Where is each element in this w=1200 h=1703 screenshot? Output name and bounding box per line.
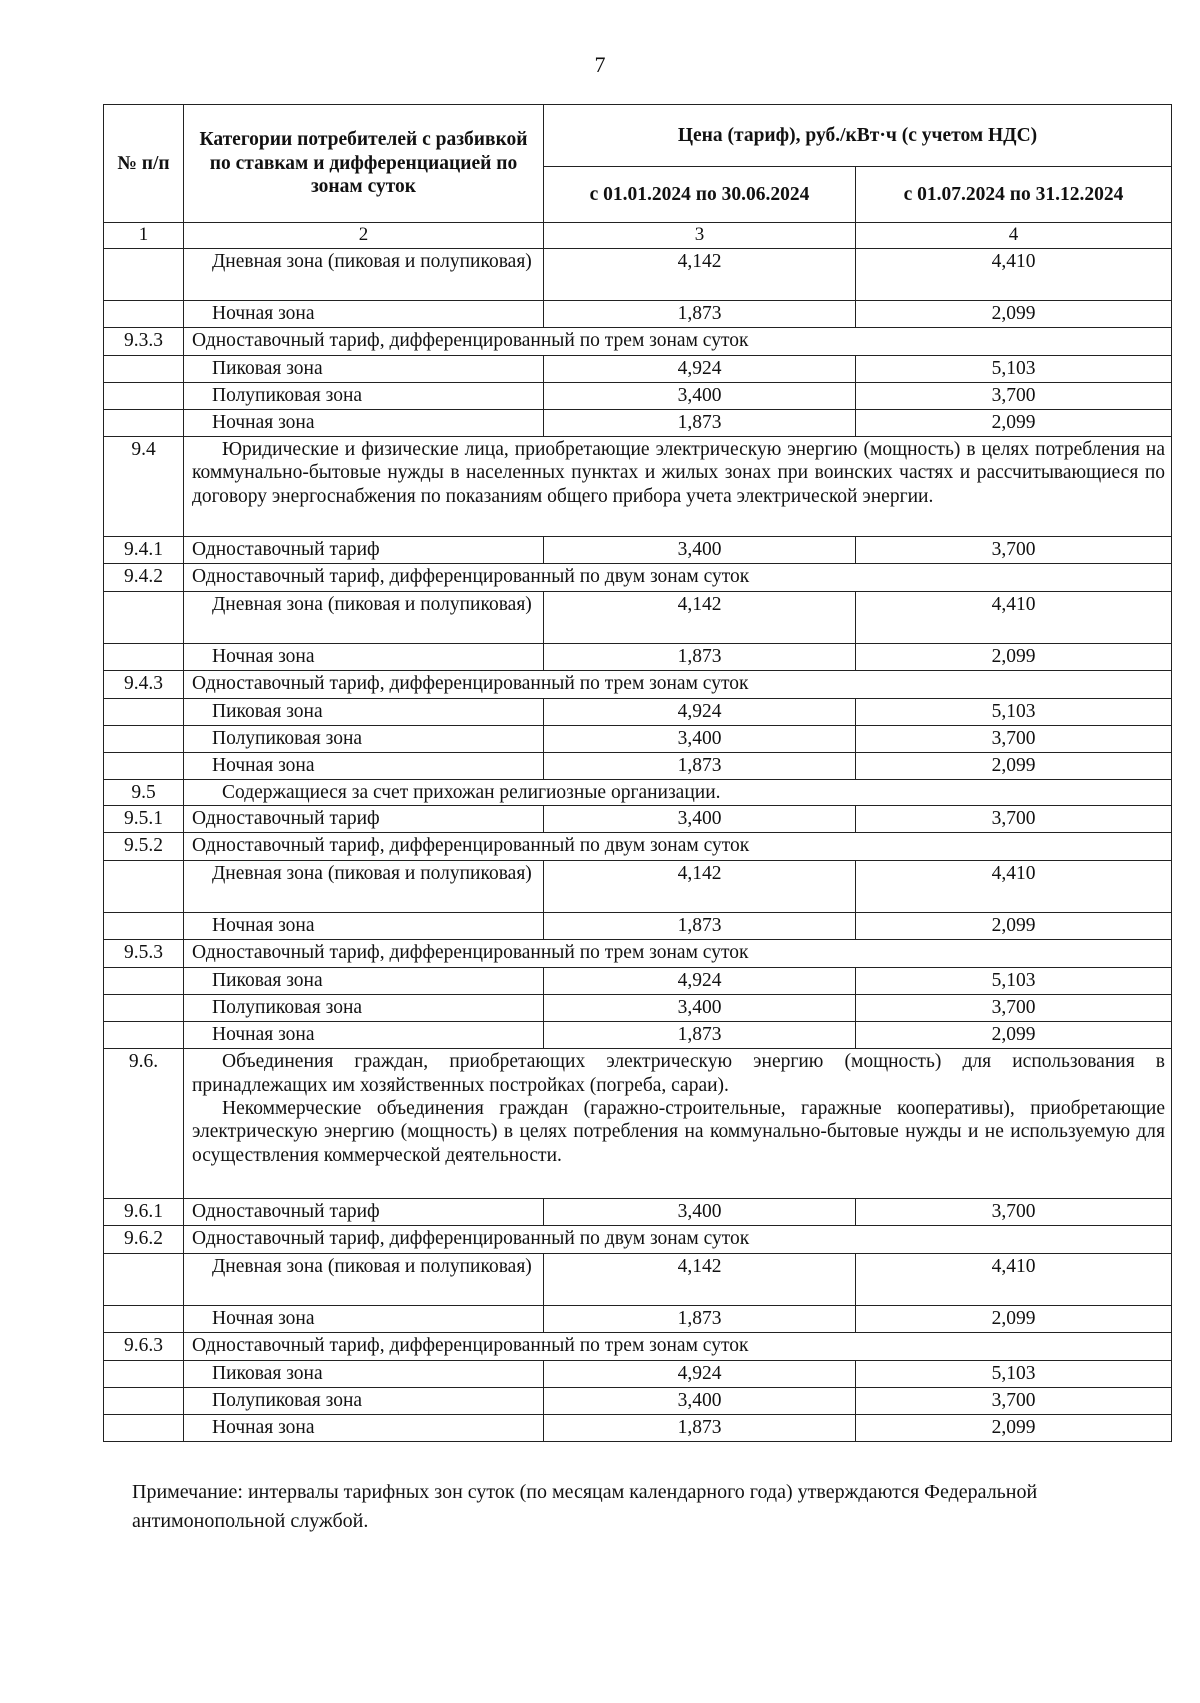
price-period-2: 2,099: [856, 300, 1172, 327]
zone-label: Полупиковая зона: [184, 382, 544, 409]
price-period-2: 5,103: [856, 698, 1172, 725]
item-number: [104, 643, 184, 670]
subcategory-title: Одноставочный тариф, дифференцированный по двум зонам суток: [184, 833, 1172, 861]
header-period-2: с 01.07.2024 по 31.12.2024: [856, 167, 1172, 223]
column-number: 3: [544, 223, 856, 249]
zone-label: Пиковая зона: [184, 968, 544, 995]
price-period-2: 3,700: [856, 1199, 1172, 1226]
table-row: [104, 591, 1172, 643]
price-period-2: 2,099: [856, 1306, 1172, 1333]
category-description: [184, 1049, 1172, 1199]
item-number: [104, 1306, 184, 1333]
zone-label: Ночная зона: [184, 752, 544, 779]
category-description-text: Юридические и физические лица, приобретающие электрическую энергию (мощность) в целях потребления на коммунально-бытовые нужды в населенных пунктах и жилых зонах при воинских частях и рассчитывающиеся по договору энергоснабжения по показаниям общего прибора учета электрической энергии.: [192, 438, 1166, 507]
subcategory-title: Одноставочный тариф, дифференцированный по трем зонам суток: [184, 1333, 1172, 1361]
price-period-2: 4,410: [856, 1254, 1172, 1306]
price-period-2: 3,700: [856, 1388, 1172, 1415]
price-period-2: 2,099: [856, 913, 1172, 940]
price-period-2: 2,099: [856, 1415, 1172, 1442]
price-period-2: 5,103: [856, 968, 1172, 995]
table-row: [104, 861, 1172, 913]
category-description-text: Некоммерческие объединения граждан (гаражно-строительные, гаражные кооперативы), приобретающие электрическую энергию (мощность) в целях потребления на коммунально-бытовые нужды и не используемую для осуществления коммерческой деятельности.: [192, 1097, 1166, 1166]
zone-label: Дневная зона (пиковая и полупиковая): [184, 591, 544, 643]
zone-label: Пиковая зона: [184, 1361, 544, 1388]
table-row: [104, 1333, 1172, 1361]
price-period-1: 4,924: [544, 698, 856, 725]
price-period-1: 1,873: [544, 752, 856, 779]
table-row: [104, 327, 1172, 355]
item-number: [104, 1388, 184, 1415]
zone-label: Ночная зона: [184, 300, 544, 327]
item-number: [104, 995, 184, 1022]
price-period-2: 2,099: [856, 643, 1172, 670]
item-number: [104, 591, 184, 643]
price-period-1: 3,400: [544, 1199, 856, 1226]
item-number: 9.5.3: [104, 940, 184, 968]
zone-label: Дневная зона (пиковая и полупиковая): [184, 248, 544, 300]
tariff-label: Одноставочный тариф: [184, 1199, 544, 1226]
price-period-2: 4,410: [856, 591, 1172, 643]
price-period-1: 1,873: [544, 1306, 856, 1333]
price-period-1: 4,924: [544, 1361, 856, 1388]
item-number: [104, 248, 184, 300]
zone-label: Дневная зона (пиковая и полупиковая): [184, 861, 544, 913]
footnote: Примечание: интервалы тарифных зон суток (по месяцам календарного года) утверждаются Федеральной антимонопольной службой.: [132, 1481, 1038, 1532]
price-period-2: 4,410: [856, 248, 1172, 300]
table-row: [104, 536, 1172, 563]
tariff-label: Одноставочный тариф: [184, 536, 544, 563]
item-number: 9.5: [104, 779, 184, 805]
subcategory-title: Одноставочный тариф, дифференцированный по двум зонам суток: [184, 563, 1172, 591]
zone-label: Пиковая зона: [184, 698, 544, 725]
header-period-1: с 01.01.2024 по 30.06.2024: [544, 167, 856, 223]
tariff-label: Одноставочный тариф: [184, 806, 544, 833]
table-row: [104, 995, 1172, 1022]
table-row: [104, 806, 1172, 833]
item-number: [104, 1361, 184, 1388]
zone-label: Полупиковая зона: [184, 1388, 544, 1415]
price-period-2: 3,700: [856, 806, 1172, 833]
item-number: 9.4: [104, 436, 184, 536]
zone-label: Ночная зона: [184, 409, 544, 436]
table-row: [104, 563, 1172, 591]
table-row: [104, 940, 1172, 968]
subcategory-title: Одноставочный тариф, дифференцированный по трем зонам суток: [184, 940, 1172, 968]
header-category-column: Категории потребителей с разбивкой по ставкам и дифференциацией по зонам суток: [184, 105, 544, 223]
item-number: 9.6.: [104, 1049, 184, 1199]
item-number: [104, 300, 184, 327]
table-row: [104, 436, 1172, 536]
zone-label: Ночная зона: [184, 643, 544, 670]
item-number: 9.5.2: [104, 833, 184, 861]
category-description: [184, 436, 1172, 536]
price-period-1: 4,142: [544, 248, 856, 300]
zone-label: Полупиковая зона: [184, 725, 544, 752]
price-period-2: 2,099: [856, 752, 1172, 779]
price-period-2: 2,099: [856, 1022, 1172, 1049]
price-period-1: 4,142: [544, 861, 856, 913]
price-period-1: 3,400: [544, 1388, 856, 1415]
item-number: 9.4.2: [104, 563, 184, 591]
item-number: [104, 409, 184, 436]
price-period-1: 1,873: [544, 409, 856, 436]
item-number: [104, 725, 184, 752]
subcategory-title: Одноставочный тариф, дифференцированный по двум зонам суток: [184, 1226, 1172, 1254]
table-row: [104, 1306, 1172, 1333]
price-period-1: 3,400: [544, 725, 856, 752]
item-number: [104, 752, 184, 779]
price-period-2: 4,410: [856, 861, 1172, 913]
zone-label: Дневная зона (пиковая и полупиковая): [184, 1254, 544, 1306]
price-period-1: 4,142: [544, 591, 856, 643]
table-row: [104, 670, 1172, 698]
item-number: [104, 382, 184, 409]
price-period-1: 1,873: [544, 1022, 856, 1049]
category-description: [184, 779, 1172, 805]
zone-label: Ночная зона: [184, 1415, 544, 1442]
item-number: 9.3.3: [104, 327, 184, 355]
item-number: [104, 698, 184, 725]
item-number: 9.4.3: [104, 670, 184, 698]
item-number: 9.5.1: [104, 806, 184, 833]
price-period-1: 3,400: [544, 806, 856, 833]
table-row: [104, 1226, 1172, 1254]
table-row: [104, 1254, 1172, 1306]
table-row: [104, 968, 1172, 995]
item-number: [104, 1415, 184, 1442]
table-row: [104, 1388, 1172, 1415]
price-period-1: 4,924: [544, 968, 856, 995]
item-number: [104, 355, 184, 382]
table-row: [104, 1415, 1172, 1442]
zone-label: Полупиковая зона: [184, 995, 544, 1022]
price-period-2: 5,103: [856, 355, 1172, 382]
price-period-1: 4,142: [544, 1254, 856, 1306]
table-row: [104, 725, 1172, 752]
price-period-1: 4,924: [544, 355, 856, 382]
zone-label: Ночная зона: [184, 1022, 544, 1049]
item-number: 9.6.3: [104, 1333, 184, 1361]
price-period-2: 3,700: [856, 382, 1172, 409]
column-number: 2: [184, 223, 544, 249]
item-number: 9.4.1: [104, 536, 184, 563]
price-period-1: 3,400: [544, 382, 856, 409]
header-number-column: № п/п: [104, 105, 184, 223]
tariff-table: [103, 104, 1172, 1442]
price-period-2: 3,700: [856, 995, 1172, 1022]
item-number: [104, 1022, 184, 1049]
price-period-2: 3,700: [856, 725, 1172, 752]
item-number: 9.6.1: [104, 1199, 184, 1226]
table-row: [104, 409, 1172, 436]
zone-label: Пиковая зона: [184, 355, 544, 382]
category-description-text: Содержащиеся за счет прихожан религиозные организации.: [222, 781, 721, 803]
price-period-1: 3,400: [544, 536, 856, 563]
table-row: [104, 698, 1172, 725]
table-row: [104, 1361, 1172, 1388]
table-row: [104, 643, 1172, 670]
price-period-1: 1,873: [544, 300, 856, 327]
table-row: [104, 913, 1172, 940]
item-number: [104, 861, 184, 913]
price-period-1: 3,400: [544, 995, 856, 1022]
table-row: [104, 1049, 1172, 1199]
column-number: 1: [104, 223, 184, 249]
table-row: [104, 1022, 1172, 1049]
subcategory-title: Одноставочный тариф, дифференцированный по трем зонам суток: [184, 327, 1172, 355]
table-row: [104, 248, 1172, 300]
subcategory-title: Одноставочный тариф, дифференцированный по трем зонам суток: [184, 670, 1172, 698]
tariff-table-body: [104, 248, 1172, 1441]
price-period-1: 1,873: [544, 1415, 856, 1442]
table-row: [104, 355, 1172, 382]
zone-label: Ночная зона: [184, 913, 544, 940]
item-number: [104, 1254, 184, 1306]
table-row: [104, 382, 1172, 409]
zone-label: Ночная зона: [184, 1306, 544, 1333]
category-description-text: Объединения граждан, приобретающих электрическую энергию (мощность) для использования в принадлежащих им хозяйственных постройках (погреба, сараи).: [192, 1051, 1166, 1096]
column-number: 4: [856, 223, 1172, 249]
item-number: [104, 913, 184, 940]
table-row: [104, 1199, 1172, 1226]
price-period-2: 3,700: [856, 536, 1172, 563]
price-period-1: 1,873: [544, 643, 856, 670]
item-number: [104, 968, 184, 995]
price-period-2: 2,099: [856, 409, 1172, 436]
price-period-2: 5,103: [856, 1361, 1172, 1388]
table-row: [104, 779, 1172, 805]
page-number: 7: [594, 52, 606, 77]
header-price-column: Цена (тариф), руб./кВт·ч (с учетом НДС): [544, 105, 1172, 167]
price-period-1: 1,873: [544, 913, 856, 940]
item-number: 9.6.2: [104, 1226, 184, 1254]
table-row: [104, 300, 1172, 327]
table-row: [104, 833, 1172, 861]
table-row: [104, 752, 1172, 779]
